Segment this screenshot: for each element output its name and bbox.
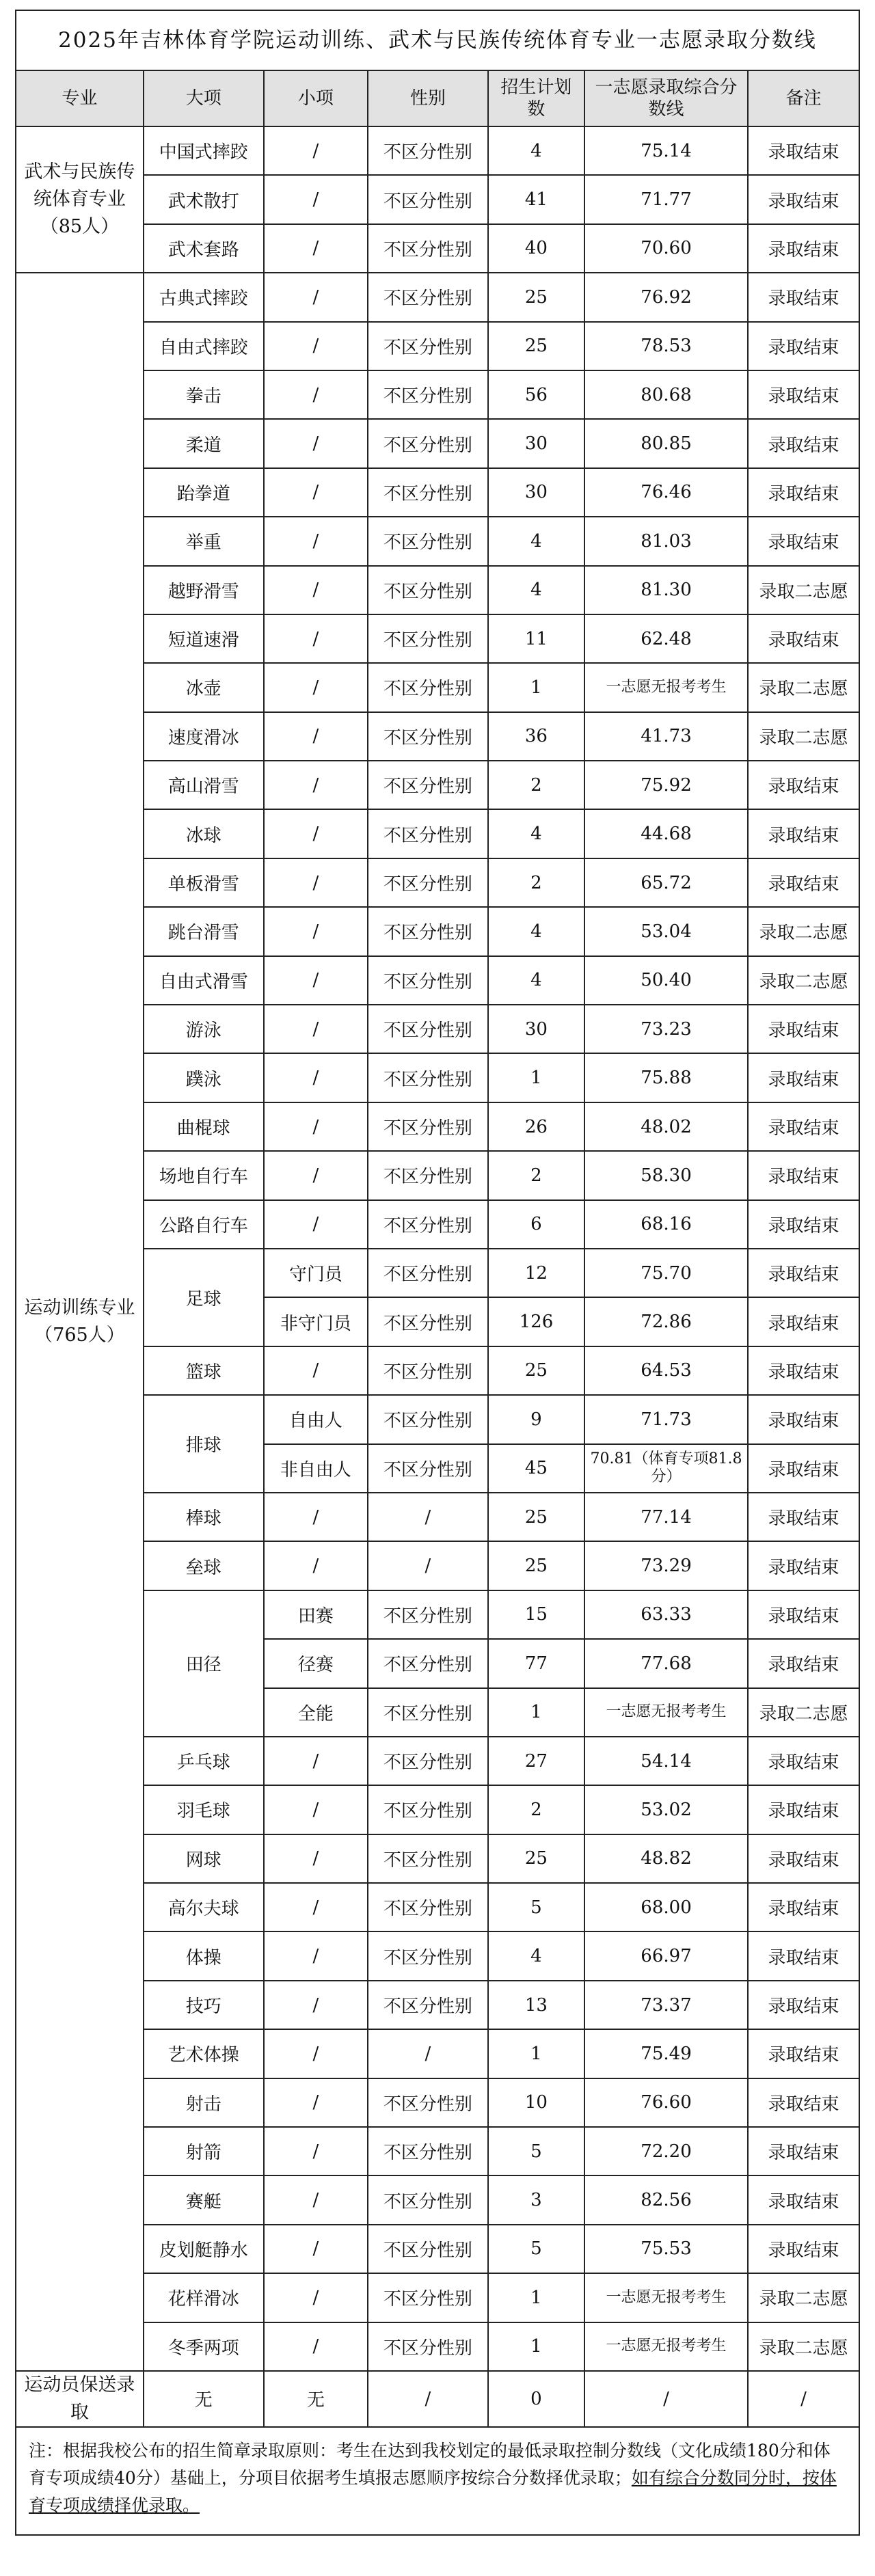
score-cell: 80.85 [584,419,748,467]
remark-cell: 录取二志愿 [748,2273,859,2322]
score-cell: 77.14 [584,1493,748,1541]
category-cell: 越野滑雪 [144,566,264,614]
subcategory-cell: / [264,1053,368,1102]
remark-cell: 录取二志愿 [748,663,859,711]
header-subcategory: 小项 [264,70,368,126]
gender-cell: 不区分性别 [368,419,488,467]
category-cell: 冰壶 [144,663,264,711]
quota-cell: 126 [488,1297,584,1346]
subcategory-cell: / [264,2078,368,2127]
category-cell: 体操 [144,1931,264,1980]
quota-cell: 4 [488,566,584,614]
page-title: 2025年吉林体育学院运动训练、武术与民族传统体育专业一志愿录取分数线 [15,10,860,70]
subcategory-cell: / [264,1785,368,1834]
remark-cell: 录取结束 [748,1590,859,1639]
table-header-row [16,70,859,126]
score-cell: 66.97 [584,1931,748,1980]
quota-cell: 25 [488,1346,584,1395]
quota-cell: 40 [488,224,584,273]
remark-cell: 录取结束 [748,761,859,809]
score-cell: 76.60 [584,2078,748,2127]
remark-cell: 录取结束 [748,1249,859,1297]
quota-cell: 36 [488,712,584,761]
category-cell: 高山滑雪 [144,761,264,809]
subcategory-cell: 无 [264,2371,368,2427]
quota-cell: 1 [488,1688,584,1737]
category-cell: 排球 [144,1395,264,1493]
category-cell: 曲棍球 [144,1102,264,1151]
score-cell: 81.30 [584,566,748,614]
subcategory-cell: / [264,2175,368,2224]
score-cell: 75.53 [584,2225,748,2273]
score-cell: 70.60 [584,224,748,273]
subcategory-cell: 全能 [264,1688,368,1737]
quota-cell: 15 [488,1590,584,1639]
quota-cell: 6 [488,1200,584,1249]
subcategory-cell: / [264,2225,368,2273]
quota-cell: 1 [488,2322,584,2371]
score-cell: 68.00 [584,1883,748,1931]
category-cell: 艺术体操 [144,2029,264,2078]
gender-cell: / [368,1541,488,1590]
category-cell: 自由式滑雪 [144,956,264,1005]
quota-cell: 1 [488,2273,584,2322]
subcategory-cell: / [264,566,368,614]
gender-cell: 不区分性别 [368,273,488,321]
category-cell: 冬季两项 [144,2322,264,2371]
remark-cell: 录取结束 [748,322,859,370]
category-cell: 场地自行车 [144,1151,264,1199]
category-cell: 柔道 [144,419,264,467]
remark-cell: 录取结束 [748,1005,859,1053]
quota-cell: 4 [488,809,584,858]
remark-cell: 录取结束 [748,419,859,467]
score-cell: / [584,2371,748,2427]
subcategory-cell: / [264,2127,368,2175]
header-gender: 性别 [368,70,488,126]
gender-cell: 不区分性别 [368,1297,488,1346]
subcategory-cell: / [264,1883,368,1931]
remark-cell: 录取结束 [748,809,859,858]
subcategory-cell: / [264,761,368,809]
subcategory-cell: / [264,1102,368,1151]
major-cell: 运动员保送录取 [16,2371,144,2427]
remark-cell: 录取结束 [748,1493,859,1541]
score-cell: 75.92 [584,761,748,809]
subcategory-cell: / [264,614,368,663]
quota-cell: 1 [488,2029,584,2078]
category-cell: 乒乓球 [144,1737,264,1785]
header-quota: 招生计划数 [488,70,584,126]
quota-cell: 25 [488,322,584,370]
gender-cell: 不区分性别 [368,1590,488,1639]
score-cell: 48.82 [584,1834,748,1883]
remark-cell: 录取结束 [748,1981,859,2029]
category-cell: 篮球 [144,1346,264,1395]
score-cell: 44.68 [584,809,748,858]
gender-cell: 不区分性别 [368,614,488,663]
score-cell: 65.72 [584,858,748,907]
score-cell: 70.81（体育专项81.8分） [584,1444,748,1493]
subcategory-cell: 守门员 [264,1249,368,1297]
quota-cell: 5 [488,2127,584,2175]
subcategory-cell: / [264,712,368,761]
remark-cell: 录取二志愿 [748,712,859,761]
category-cell: 跳台滑雪 [144,907,264,955]
remark-cell: 录取结束 [748,1931,859,1980]
quota-cell: 9 [488,1395,584,1443]
category-cell: 拳击 [144,370,264,419]
remark-cell: 录取结束 [748,858,859,907]
score-cell: 73.23 [584,1005,748,1053]
remark-cell: 录取结束 [748,468,859,517]
category-cell: 射箭 [144,2127,264,2175]
score-cell: 72.20 [584,2127,748,2175]
subcategory-cell: / [264,1931,368,1980]
score-cell: 82.56 [584,2175,748,2224]
category-cell: 技巧 [144,1981,264,2029]
category-cell: 高尔夫球 [144,1883,264,1931]
score-cell: 63.33 [584,1590,748,1639]
category-cell: 中国式摔跤 [144,126,264,175]
subcategory-cell: / [264,1981,368,2029]
score-cell: 73.29 [584,1541,748,1590]
score-cell: 76.92 [584,273,748,321]
category-cell: 公路自行车 [144,1200,264,1249]
remark-cell: 录取结束 [748,2175,859,2224]
quota-cell: 11 [488,614,584,663]
subcategory-cell: / [264,858,368,907]
subcategory-cell: / [264,224,368,273]
subcategory-cell: / [264,175,368,223]
guarantee-row [16,2371,859,2427]
remark-cell: 录取结束 [748,1444,859,1493]
score-cell: 53.04 [584,907,748,955]
gender-cell: 不区分性别 [368,712,488,761]
subcategory-cell: / [264,1151,368,1199]
subcategory-cell: / [264,956,368,1005]
score-cell: 一志愿无报考考生 [584,2273,748,2322]
remark-cell: 录取结束 [748,126,859,175]
subcategory-cell: / [264,1737,368,1785]
gender-cell: 不区分性别 [368,1200,488,1249]
category-cell: 跆拳道 [144,468,264,517]
remark-cell: 录取结束 [748,2127,859,2175]
subcategory-cell: / [264,1346,368,1395]
footnote [15,2428,860,2536]
remark-cell: 录取结束 [748,2078,859,2127]
gender-cell: 不区分性别 [368,1883,488,1931]
gender-cell: 不区分性别 [368,1249,488,1297]
score-cell: 54.14 [584,1737,748,1785]
quota-cell: 3 [488,2175,584,2224]
quota-cell: 45 [488,1444,584,1493]
gender-cell: 不区分性别 [368,761,488,809]
quota-cell: 0 [488,2371,584,2427]
quota-cell: 4 [488,126,584,175]
subcategory-cell: / [264,468,368,517]
remark-cell: 录取结束 [748,273,859,321]
quota-cell: 5 [488,2225,584,2273]
subcategory-cell: / [264,2273,368,2322]
category-cell: 武术散打 [144,175,264,223]
remark-cell: 录取二志愿 [748,907,859,955]
subcategory-cell: 径赛 [264,1639,368,1687]
remark-cell: 录取二志愿 [748,1688,859,1737]
gender-cell: 不区分性别 [368,809,488,858]
quota-cell: 25 [488,1493,584,1541]
category-cell: 网球 [144,1834,264,1883]
score-cell: 75.70 [584,1249,748,1297]
gender-cell: / [368,1493,488,1541]
score-cell: 一志愿无报考考生 [584,1688,748,1737]
remark-cell: 录取结束 [748,614,859,663]
subcategory-cell: / [264,1541,368,1590]
subcategory-cell: / [264,1493,368,1541]
category-cell: 游泳 [144,1005,264,1053]
gender-cell: 不区分性别 [368,663,488,711]
header-remark: 备注 [748,70,859,126]
score-cell: 71.77 [584,175,748,223]
gender-cell: 不区分性别 [368,1931,488,1980]
subcategory-cell: / [264,322,368,370]
score-cell: 64.53 [584,1346,748,1395]
quota-cell: 25 [488,273,584,321]
score-cell: 72.86 [584,1297,748,1346]
gender-cell: 不区分性别 [368,1688,488,1737]
category-cell: 短道速滑 [144,614,264,663]
gender-cell: 不区分性别 [368,566,488,614]
subcategory-cell: / [264,517,368,565]
gender-cell: 不区分性别 [368,517,488,565]
score-cell: 76.46 [584,468,748,517]
score-cell: 一志愿无报考考生 [584,2322,748,2371]
gender-cell: 不区分性别 [368,2175,488,2224]
score-cell: 75.88 [584,1053,748,1102]
remark-cell: / [748,2371,859,2427]
gender-cell: 不区分性别 [368,1444,488,1493]
category-cell: 举重 [144,517,264,565]
quota-cell: 4 [488,907,584,955]
remark-cell: 录取结束 [748,1200,859,1249]
gender-cell: 不区分性别 [368,175,488,223]
subcategory-cell: 田赛 [264,1590,368,1639]
score-cell: 71.73 [584,1395,748,1443]
category-cell: 皮划艇静水 [144,2225,264,2273]
quota-cell: 30 [488,468,584,517]
quota-cell: 30 [488,419,584,467]
quota-cell: 2 [488,761,584,809]
remark-cell: 录取结束 [748,370,859,419]
gender-cell: 不区分性别 [368,1834,488,1883]
score-cell: 58.30 [584,1151,748,1199]
quota-cell: 5 [488,1883,584,1931]
header-major: 专业 [16,70,144,126]
gender-cell: / [368,2371,488,2427]
subcategory-cell: / [264,2322,368,2371]
score-cell: 41.73 [584,712,748,761]
remark-cell: 录取结束 [748,1737,859,1785]
category-cell: 羽毛球 [144,1785,264,1834]
quota-cell: 26 [488,1102,584,1151]
major-cell: 武术与民族传统体育专业（85人） [16,126,144,273]
score-cell: 78.53 [584,322,748,370]
gender-cell: 不区分性别 [368,224,488,273]
category-cell: 速度滑冰 [144,712,264,761]
category-cell: 古典式摔跤 [144,273,264,321]
remark-cell: 录取结束 [748,2029,859,2078]
gender-cell: 不区分性别 [368,907,488,955]
gender-cell: 不区分性别 [368,1785,488,1834]
admission-score-sheet [15,10,860,2536]
remark-cell: 录取结束 [748,517,859,565]
header-category: 大项 [144,70,264,126]
score-cell: 73.37 [584,1981,748,2029]
remark-cell: 录取结束 [748,1346,859,1395]
quota-cell: 12 [488,1249,584,1297]
remark-cell: 录取结束 [748,1151,859,1199]
subcategory-cell: / [264,907,368,955]
quota-cell: 30 [488,1005,584,1053]
gender-cell: 不区分性别 [368,1395,488,1443]
score-cell: 75.14 [584,126,748,175]
subcategory-cell: 非自由人 [264,1444,368,1493]
category-cell: 武术套路 [144,224,264,273]
score-cell: 68.16 [584,1200,748,1249]
gender-cell: 不区分性别 [368,2322,488,2371]
gender-cell: 不区分性别 [368,956,488,1005]
category-cell: 垒球 [144,1541,264,1590]
subcategory-cell: / [264,1834,368,1883]
remark-cell: 录取结束 [748,1785,859,1834]
quota-cell: 56 [488,370,584,419]
gender-cell: 不区分性别 [368,2225,488,2273]
gender-cell: 不区分性别 [368,322,488,370]
gender-cell: 不区分性别 [368,370,488,419]
remark-cell: 录取结束 [748,175,859,223]
category-cell: 单板滑雪 [144,858,264,907]
score-cell: 75.49 [584,2029,748,2078]
subcategory-cell: / [264,1200,368,1249]
category-cell: 冰球 [144,809,264,858]
score-table [15,70,860,2428]
gender-cell: 不区分性别 [368,468,488,517]
score-cell: 48.02 [584,1102,748,1151]
quota-cell: 25 [488,1834,584,1883]
subcategory-cell: 非守门员 [264,1297,368,1346]
header-score: 一志愿录取综合分数线 [584,70,748,126]
footnote-underlined-text: 如有综合分数同分时，按体育专项成绩择优录取。 [29,2467,837,2515]
table-row [16,126,859,175]
category-cell: 自由式摔跤 [144,322,264,370]
category-cell: 无 [144,2371,264,2427]
quota-cell: 77 [488,1639,584,1687]
subcategory-cell: / [264,273,368,321]
remark-cell: 录取结束 [748,1102,859,1151]
quota-cell: 13 [488,1981,584,2029]
subcategory-cell: / [264,1005,368,1053]
gender-cell: 不区分性别 [368,1053,488,1102]
remark-cell: 录取结束 [748,1883,859,1931]
gender-cell: 不区分性别 [368,1102,488,1151]
quota-cell: 10 [488,2078,584,2127]
category-cell: 花样滑冰 [144,2273,264,2322]
category-cell: 棒球 [144,1493,264,1541]
gender-cell: 不区分性别 [368,1346,488,1395]
quota-cell: 25 [488,1541,584,1590]
score-cell: 一志愿无报考考生 [584,663,748,711]
score-cell: 77.68 [584,1639,748,1687]
remark-cell: 录取结束 [748,1541,859,1590]
subcategory-cell: / [264,809,368,858]
remark-cell: 录取结束 [748,1639,859,1687]
category-cell: 足球 [144,1249,264,1346]
category-cell: 射击 [144,2078,264,2127]
subcategory-cell: / [264,419,368,467]
subcategory-cell: / [264,2029,368,2078]
category-cell: 田径 [144,1590,264,1737]
remark-cell: 录取结束 [748,1834,859,1883]
remark-cell: 录取二志愿 [748,566,859,614]
score-cell: 80.68 [584,370,748,419]
subcategory-cell: 自由人 [264,1395,368,1443]
remark-cell: 录取二志愿 [748,956,859,1005]
quota-cell: 2 [488,1151,584,1199]
quota-cell: 1 [488,663,584,711]
gender-cell: 不区分性别 [368,2127,488,2175]
footnote-text: 注：根据我校公布的招生简章录取原则：考生在达到我校划定的最低录取控制分数线（文化成绩180分和体育专项成绩40分）基础上，分项目依据考生填报志愿顺序按综合分数择优录取； [29,2440,831,2488]
remark-cell: 录取结束 [748,1297,859,1346]
quota-cell: 2 [488,1785,584,1834]
gender-cell: 不区分性别 [368,2078,488,2127]
remark-cell: 录取结束 [748,1395,859,1443]
gender-cell: 不区分性别 [368,1005,488,1053]
score-cell: 50.40 [584,956,748,1005]
gender-cell: 不区分性别 [368,126,488,175]
score-cell: 53.02 [584,1785,748,1834]
gender-cell: / [368,2029,488,2078]
quota-cell: 1 [488,1053,584,1102]
category-cell: 蹼泳 [144,1053,264,1102]
quota-cell: 4 [488,1931,584,1980]
quota-cell: 4 [488,956,584,1005]
gender-cell: 不区分性别 [368,858,488,907]
gender-cell: 不区分性别 [368,1639,488,1687]
remark-cell: 录取结束 [748,2225,859,2273]
quota-cell: 41 [488,175,584,223]
table-body [16,126,859,2427]
table-row [16,273,859,321]
score-cell: 62.48 [584,614,748,663]
remark-cell: 录取二志愿 [748,2322,859,2371]
category-cell: 赛艇 [144,2175,264,2224]
major-cell: 运动训练专业（765人） [16,273,144,2371]
remark-cell: 录取结束 [748,224,859,273]
quota-cell: 2 [488,858,584,907]
subcategory-cell: / [264,663,368,711]
score-cell: 81.03 [584,517,748,565]
gender-cell: 不区分性别 [368,1151,488,1199]
remark-cell: 录取结束 [748,1053,859,1102]
subcategory-cell: / [264,126,368,175]
subcategory-cell: / [264,370,368,419]
gender-cell: 不区分性别 [368,1737,488,1785]
gender-cell: 不区分性别 [368,1981,488,2029]
quota-cell: 4 [488,517,584,565]
quota-cell: 27 [488,1737,584,1785]
gender-cell: 不区分性别 [368,2273,488,2322]
